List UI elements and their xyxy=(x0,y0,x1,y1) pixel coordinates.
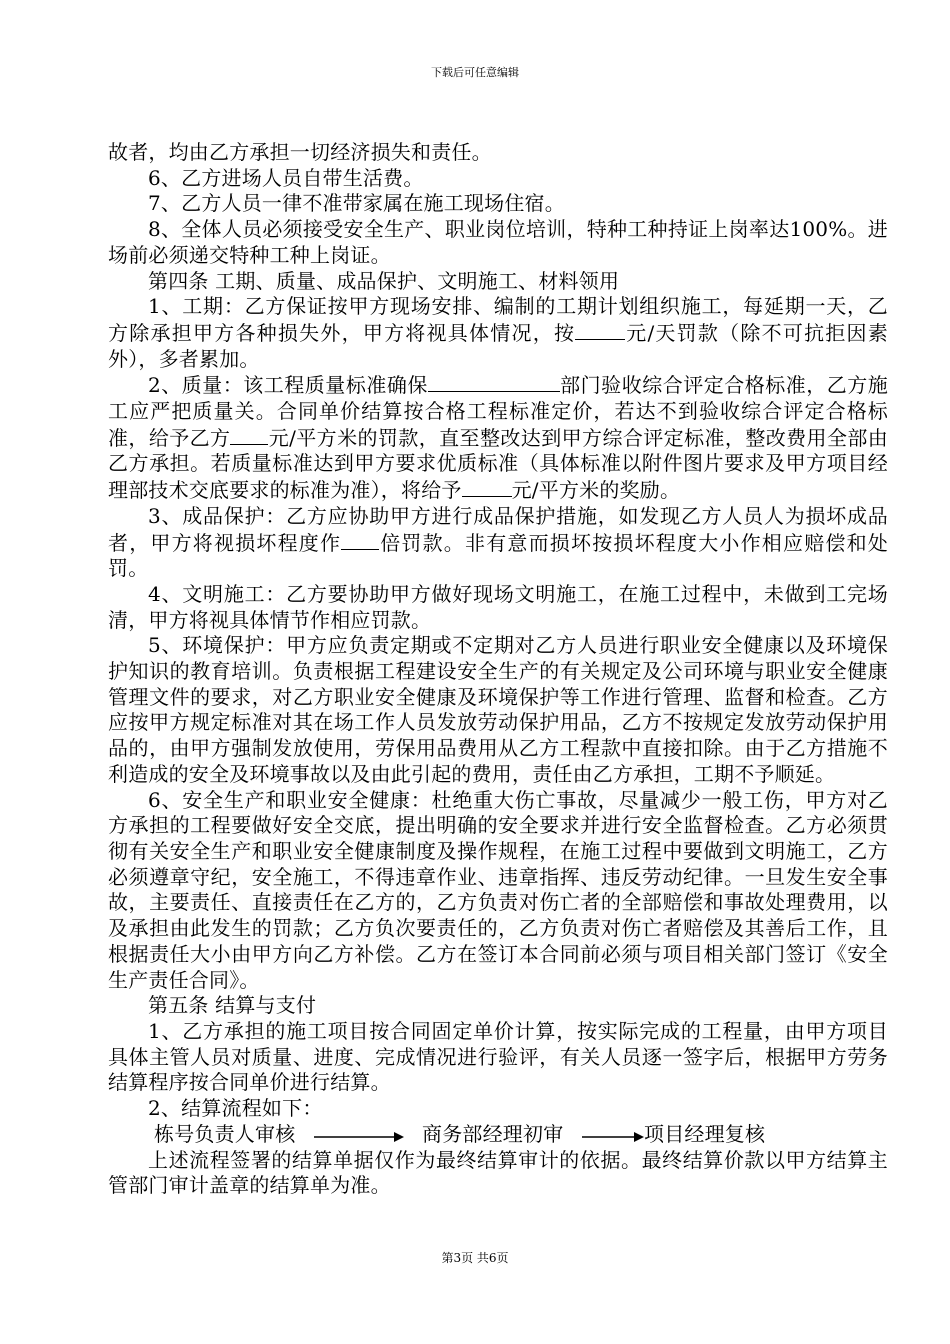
paragraph: 1、乙方承担的施工项目按合同固定单价计算，按实际完成的工程量，由甲方项目具体主管人员对质量、进度、完成情况进行验评，有关人员逐一签字后，根据甲方劳务结算程序按合同单价进行结算。 xyxy=(108,1018,888,1095)
text-segment: 部门验收综合评定合格标准，乙方施工应严把质量关。合同单价结算按合格工程标准定价，若达不到验收综合评定合格标准，给予乙方 xyxy=(108,373,889,450)
flow-step-3: 项目经理复核 xyxy=(644,1121,766,1146)
text-segment: 3、成品保护：乙方应协助甲方进行成品保护措施，如发现乙方人员人为损坏成品者，甲方将视损坏程度作 xyxy=(108,503,888,555)
header-note: 下载后可任意编辑 xyxy=(431,66,519,79)
document-body xyxy=(108,140,888,1199)
fill-blank[interactable] xyxy=(230,425,268,445)
paragraph: 8、全体人员必须接受安全生产、职业岗位培训，特种工种持证上岗率达100%。进场前必须递交特种工种上岗证。 xyxy=(108,217,888,267)
text-segment: 倍罚款。非有意而损坏按损坏程度大小作相应赔偿和处罚。 xyxy=(108,530,888,581)
paragraph-quality xyxy=(108,372,888,504)
paragraph: 上述流程签署的结算单据仅作为最终结算审计的依据。最终结算价款以甲方结算主管部门审计盖章的结算单为准。 xyxy=(108,1147,888,1198)
flow-step-2: 商务部经理初审 xyxy=(422,1121,564,1146)
fill-blank[interactable] xyxy=(462,477,512,497)
arrow-right-icon xyxy=(314,1122,404,1148)
paragraph: 4、文明施工：乙方要协助甲方做好现场文明施工，在施工过程中，未做到工完场清，甲方将视具体情节作相应罚款。 xyxy=(108,581,888,632)
section-heading-article-4: 第四条 工期、质量、成品保护、文明施工、材料领用 xyxy=(148,268,620,293)
paragraph: 6、安全生产和职业安全健康：杜绝重大伤亡事故，尽量减少一般工伤，甲方对乙方承担的工程要做好安全交底，提出明确的安全要求并进行安全监督检查。乙方必须贯彻有关安全生产和职业安全健康制度及操作规程，在施工过程中要做到文明施工，乙方必须遵章守纪，安全施工，不得违章作业、违章指挥、违反劳动纪律。一旦发生安全事故，主要责任、直接责任在乙方的，乙方负责对伤亡者的全部赔偿和事故处理费用，以及承担由此发生的罚款；乙方负次要责任的，乙方负责对伤亡者赔偿及其善后工作，且根据责任大小由甲方向乙方补偿。乙方在签订本合同前必须与项目相关部门签订《安全生产责任合同》。 xyxy=(108,787,888,992)
paragraph: 7、乙方人员一律不准带家属在施工现场住宿。 xyxy=(148,191,565,216)
fill-blank[interactable] xyxy=(575,320,625,340)
text-segment: 2、质量：该工程质量标准确保 xyxy=(148,373,428,398)
paragraph-product-protection xyxy=(108,504,888,582)
fill-blank[interactable] xyxy=(341,530,379,550)
text-segment: 元/平方米的罚款，直至整改达到甲方综合评定标准，整改费用全部由乙方承担。若质量标准达到甲方要求优质标准（具体标准以附件图片要求及甲方项目经理部技术交底要求的标准为准），将给予 xyxy=(108,425,888,503)
arrow-right-icon xyxy=(582,1122,644,1148)
text-segment: 元/天罚款（除不可抗拒因素外），多者累加。 xyxy=(108,320,888,371)
settlement-flow xyxy=(154,1122,888,1148)
paragraph-schedule xyxy=(108,294,888,372)
paragraph: 故者，均由乙方承担一切经济损失和责任。 xyxy=(108,140,492,164)
paragraph: 2、结算流程如下： xyxy=(148,1096,323,1121)
paragraph: 6、乙方进场人员自带生活费。 xyxy=(148,165,424,190)
page-number: 第3页 共6页 xyxy=(441,1251,509,1265)
section-heading-article-5: 第五条 结算与支付 xyxy=(148,993,317,1018)
fill-blank[interactable] xyxy=(428,372,560,392)
paragraph: 5、环境保护：甲方应负责定期或不定期对乙方人员进行职业安全健康以及环境保护知识的教育培训。负责根据工程建设安全生产的有关规定及公司环境与职业安全健康管理文件的要求，对乙方职业安全健康及环境保护等工作进行管理、监督和检查。乙方应按甲方规定标准对其在场工作人员发放劳动保护用品，乙方不按规定发放劳动保护用品的，由甲方强制发放使用，劳保用品费用从乙方工程款中直接扣除。由于乙方措施不利造成的安全及环境事故以及由此引起的费用，责任由乙方承担，工期不予顺延。 xyxy=(108,633,888,786)
flow-step-1: 栋号负责人审核 xyxy=(154,1121,296,1146)
text-segment: 元/平方米的奖励。 xyxy=(511,478,681,503)
text-segment: 1、工期：乙方保证按甲方现场安排、编制的工期计划组织施工，每延期一天，乙方除承担甲方各种损失外，甲方将视具体情况，按 xyxy=(108,294,888,345)
